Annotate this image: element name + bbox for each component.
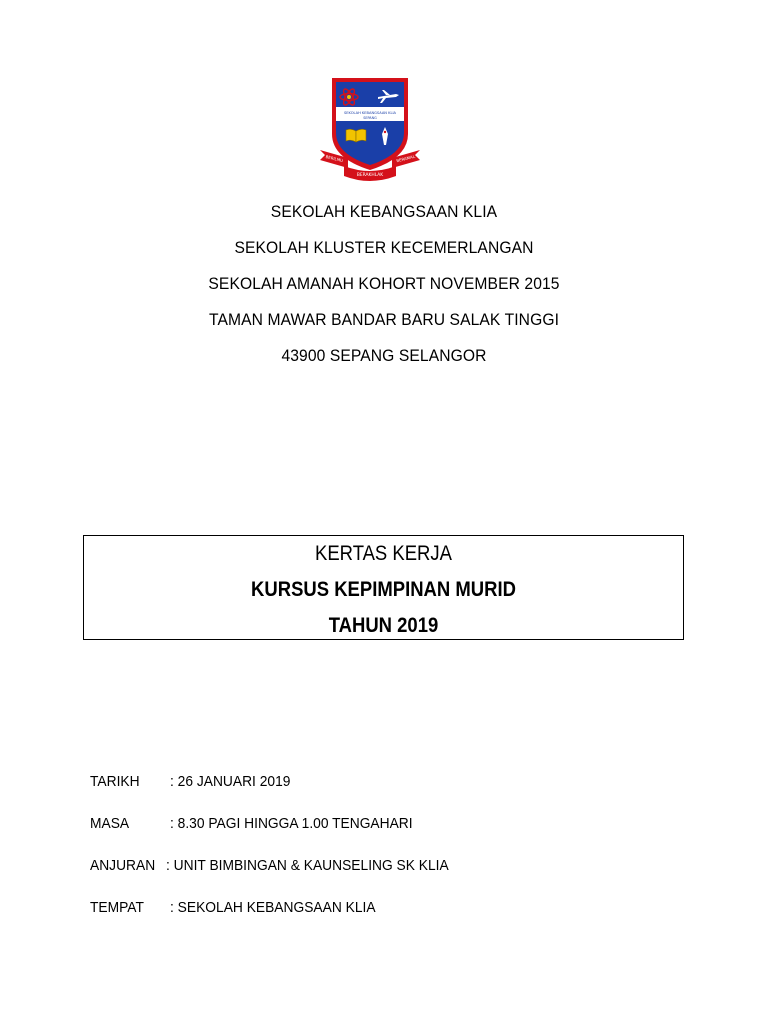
school-crest-logo: [318, 74, 422, 182]
document-title-box: [83, 535, 684, 640]
document-type-title: KERTAS KERJA: [315, 542, 452, 565]
school-cluster-line: SEKOLAH KLUSTER KECEMERLANGAN: [234, 238, 534, 257]
open-book-icon: [346, 129, 366, 142]
ribbon-left-text: BERILMU: [325, 153, 344, 164]
venue-label: TEMPAT: [90, 899, 144, 916]
year-title: TAHUN 2019: [328, 614, 439, 637]
ribbon-right-text: BERAMAL: [395, 153, 416, 164]
date-label: TARIKH: [90, 773, 140, 790]
school-header: [0, 202, 768, 382]
ribbon-bottom-text: BERAKHLAK: [356, 173, 384, 178]
organizer-value: : UNIT BIMBINGAN & KAUNSELING SK KLIA: [166, 857, 449, 874]
crest-district: SEPANG: [363, 116, 377, 120]
detail-row-venue: [90, 898, 690, 940]
detail-row-date: [90, 772, 690, 814]
school-name-line: SEKOLAH KEBANGSAAN KLIA: [270, 202, 498, 221]
detail-row-organizer: [90, 856, 690, 898]
school-postcode-line: 43900 SEPANG SELANGOR: [281, 346, 487, 365]
venue-value: : SEKOLAH KEBANGSAAN KLIA: [170, 899, 376, 916]
detail-row-time: [90, 814, 690, 856]
event-details: [90, 772, 690, 940]
time-label: MASA: [90, 815, 130, 832]
school-address-line: TAMAN MAWAR BANDAR BARU SALAK TINGGI: [208, 310, 560, 329]
course-title: KURSUS KEPIMPINAN MURID: [251, 578, 516, 601]
organizer-label: ANJURAN: [90, 857, 156, 874]
time-value: : 8.30 PAGI HINGGA 1.00 TENGAHARI: [170, 815, 413, 832]
date-value: : 26 JANUARI 2019: [170, 773, 291, 790]
school-trust-line: SEKOLAH AMANAH KOHORT NOVEMBER 2015: [208, 274, 560, 293]
crest-school-name: SEKOLAH KEBANGSAAN KLIA: [343, 111, 397, 115]
